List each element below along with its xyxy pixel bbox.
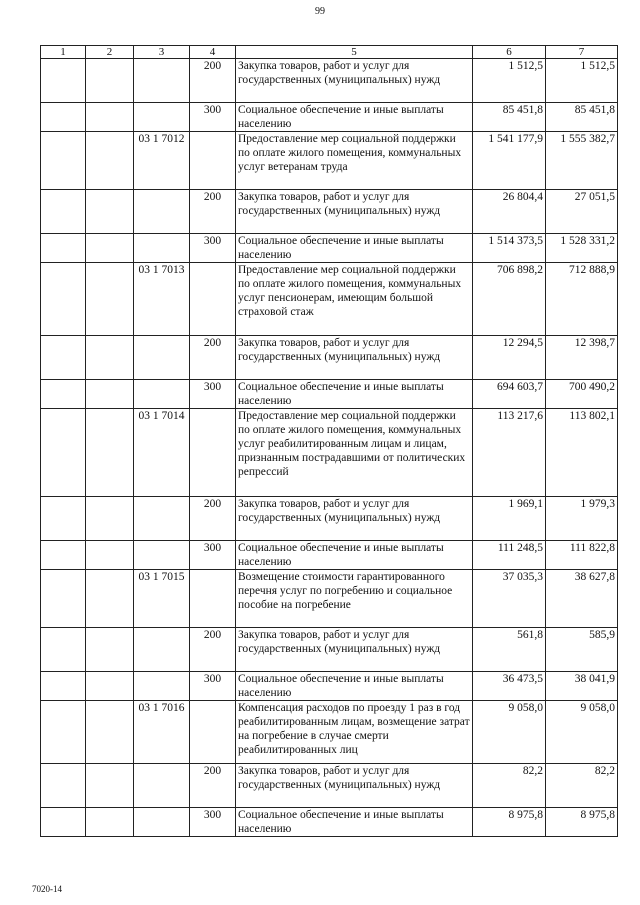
cell-col-1 [41, 409, 86, 497]
cell-description: Предоставление мер социальной поддержки по оплате жилого помещения, коммунальных услуг пенсионерам, имеющим большой страховой стаж [236, 263, 473, 336]
table-row [41, 263, 618, 336]
cell-target-code [134, 190, 190, 234]
cell-amount-year-2: 38 041,9 [546, 672, 618, 701]
cell-col-1 [41, 190, 86, 234]
cell-col-2 [86, 234, 134, 263]
cell-expense-type: 200 [190, 336, 236, 380]
cell-amount-year-2: 85 451,8 [546, 103, 618, 132]
column-header-4: 4 [190, 46, 236, 59]
column-header-6: 6 [473, 46, 546, 59]
cell-amount-year-1: 1 969,1 [473, 497, 546, 541]
cell-target-code: 03 1 7015 [134, 570, 190, 628]
cell-amount-year-2: 27 051,5 [546, 190, 618, 234]
cell-expense-type [190, 132, 236, 190]
cell-amount-year-1: 111 248,5 [473, 541, 546, 570]
cell-amount-year-1: 26 804,4 [473, 190, 546, 234]
cell-amount-year-2: 8 975,8 [546, 808, 618, 837]
cell-col-1 [41, 541, 86, 570]
cell-target-code: 03 1 7016 [134, 701, 190, 764]
cell-description: Компенсация расходов по проезду 1 раз в год реабилитированным лицам, возмещение затрат на погребение в случае смерти реабилитированных лиц [236, 701, 473, 764]
cell-description: Социальное обеспечение и иные выплаты населению [236, 103, 473, 132]
cell-amount-year-2: 113 802,1 [546, 409, 618, 497]
cell-amount-year-1: 706 898,2 [473, 263, 546, 336]
cell-amount-year-1: 1 512,5 [473, 59, 546, 103]
cell-description: Закупка товаров, работ и услуг для государственных (муниципальных) нужд [236, 59, 473, 103]
cell-col-1 [41, 764, 86, 808]
cell-amount-year-1: 82,2 [473, 764, 546, 808]
table-row [41, 59, 618, 103]
column-header-1: 1 [41, 46, 86, 59]
cell-amount-year-1: 85 451,8 [473, 103, 546, 132]
cell-col-2 [86, 103, 134, 132]
cell-col-2 [86, 190, 134, 234]
cell-description: Закупка товаров, работ и услуг для государственных (муниципальных) нужд [236, 190, 473, 234]
cell-amount-year-1: 561,8 [473, 628, 546, 672]
table-row [41, 103, 618, 132]
cell-amount-year-1: 113 217,6 [473, 409, 546, 497]
cell-col-2 [86, 409, 134, 497]
cell-target-code [134, 764, 190, 808]
table-row [41, 380, 618, 409]
cell-target-code [134, 59, 190, 103]
cell-col-2 [86, 336, 134, 380]
cell-description: Социальное обеспечение и иные выплаты населению [236, 234, 473, 263]
cell-target-code [134, 234, 190, 263]
cell-expense-type: 300 [190, 808, 236, 837]
table-row [41, 764, 618, 808]
cell-amount-year-2: 82,2 [546, 764, 618, 808]
cell-target-code [134, 497, 190, 541]
cell-target-code: 03 1 7012 [134, 132, 190, 190]
cell-col-1 [41, 132, 86, 190]
column-header-2: 2 [86, 46, 134, 59]
cell-amount-year-2: 1 512,5 [546, 59, 618, 103]
cell-amount-year-1: 1 514 373,5 [473, 234, 546, 263]
cell-col-1 [41, 234, 86, 263]
table-row [41, 234, 618, 263]
table-row [41, 570, 618, 628]
cell-description: Закупка товаров, работ и услуг для государственных (муниципальных) нужд [236, 628, 473, 672]
cell-expense-type: 200 [190, 59, 236, 103]
cell-target-code [134, 808, 190, 837]
table-row [41, 541, 618, 570]
cell-col-1 [41, 808, 86, 837]
cell-description: Закупка товаров, работ и услуг для государственных (муниципальных) нужд [236, 336, 473, 380]
cell-target-code: 03 1 7014 [134, 409, 190, 497]
cell-col-1 [41, 570, 86, 628]
cell-amount-year-1: 37 035,3 [473, 570, 546, 628]
cell-expense-type: 200 [190, 497, 236, 541]
cell-col-2 [86, 808, 134, 837]
cell-col-2 [86, 672, 134, 701]
cell-amount-year-2: 9 058,0 [546, 701, 618, 764]
cell-target-code [134, 628, 190, 672]
cell-col-2 [86, 701, 134, 764]
cell-amount-year-2: 12 398,7 [546, 336, 618, 380]
cell-amount-year-2: 585,9 [546, 628, 618, 672]
cell-description: Социальное обеспечение и иные выплаты населению [236, 541, 473, 570]
cell-expense-type: 300 [190, 672, 236, 701]
cell-col-2 [86, 764, 134, 808]
cell-col-1 [41, 103, 86, 132]
cell-amount-year-1: 694 603,7 [473, 380, 546, 409]
table-row [41, 808, 618, 837]
cell-amount-year-1: 36 473,5 [473, 672, 546, 701]
cell-expense-type: 200 [190, 190, 236, 234]
cell-expense-type: 300 [190, 234, 236, 263]
cell-description: Предоставление мер социальной поддержки по оплате жилого помещения, коммунальных услуг ветеранам труда [236, 132, 473, 190]
table-row [41, 672, 618, 701]
table-body [41, 59, 618, 837]
cell-col-2 [86, 541, 134, 570]
cell-target-code [134, 103, 190, 132]
cell-expense-type [190, 409, 236, 497]
cell-amount-year-2: 700 490,2 [546, 380, 618, 409]
cell-expense-type: 200 [190, 764, 236, 808]
cell-col-2 [86, 497, 134, 541]
table-row [41, 628, 618, 672]
cell-target-code [134, 672, 190, 701]
document-code: 7020-14 [32, 884, 62, 894]
cell-expense-type [190, 570, 236, 628]
cell-target-code [134, 541, 190, 570]
cell-col-1 [41, 336, 86, 380]
cell-amount-year-2: 38 627,8 [546, 570, 618, 628]
cell-target-code [134, 336, 190, 380]
cell-description: Возмещение стоимости гарантированного перечня услуг по погребению и социальное пособие на погребение [236, 570, 473, 628]
column-header-7: 7 [546, 46, 618, 59]
table-row [41, 132, 618, 190]
cell-amount-year-1: 9 058,0 [473, 701, 546, 764]
page-number: 99 [315, 6, 325, 17]
column-number-row [41, 46, 618, 59]
cell-amount-year-1: 1 541 177,9 [473, 132, 546, 190]
cell-description: Социальное обеспечение и иные выплаты населению [236, 380, 473, 409]
cell-col-1 [41, 497, 86, 541]
cell-amount-year-2: 111 822,8 [546, 541, 618, 570]
cell-amount-year-1: 12 294,5 [473, 336, 546, 380]
cell-description: Закупка товаров, работ и услуг для государственных (муниципальных) нужд [236, 764, 473, 808]
cell-col-2 [86, 570, 134, 628]
cell-description: Закупка товаров, работ и услуг для государственных (муниципальных) нужд [236, 497, 473, 541]
column-header-3: 3 [134, 46, 190, 59]
cell-col-2 [86, 132, 134, 190]
cell-col-2 [86, 628, 134, 672]
cell-description: Социальное обеспечение и иные выплаты населению [236, 808, 473, 837]
cell-expense-type: 200 [190, 628, 236, 672]
cell-expense-type [190, 701, 236, 764]
cell-col-2 [86, 59, 134, 103]
cell-expense-type [190, 263, 236, 336]
cell-col-2 [86, 263, 134, 336]
table-row [41, 497, 618, 541]
cell-col-1 [41, 672, 86, 701]
cell-target-code: 03 1 7013 [134, 263, 190, 336]
cell-description: Социальное обеспечение и иные выплаты населению [236, 672, 473, 701]
cell-col-1 [41, 380, 86, 409]
cell-amount-year-2: 1 528 331,2 [546, 234, 618, 263]
cell-col-2 [86, 380, 134, 409]
cell-amount-year-2: 1 979,3 [546, 497, 618, 541]
cell-col-1 [41, 628, 86, 672]
cell-expense-type: 300 [190, 103, 236, 132]
table-row [41, 190, 618, 234]
table-row [41, 701, 618, 764]
table-row [41, 409, 618, 497]
cell-amount-year-1: 8 975,8 [473, 808, 546, 837]
column-header-5: 5 [236, 46, 473, 59]
cell-expense-type: 300 [190, 380, 236, 409]
cell-col-1 [41, 263, 86, 336]
cell-target-code [134, 380, 190, 409]
cell-description: Предоставление мер социальной поддержки по оплате жилого помещения, коммунальных услуг реабилитированным лицам и лицам, признанным пострадавшими от политических репрессий [236, 409, 473, 497]
cell-col-1 [41, 59, 86, 103]
cell-amount-year-2: 1 555 382,7 [546, 132, 618, 190]
table-row [41, 336, 618, 380]
budget-table [40, 45, 618, 837]
cell-amount-year-2: 712 888,9 [546, 263, 618, 336]
cell-col-1 [41, 701, 86, 764]
cell-expense-type: 300 [190, 541, 236, 570]
